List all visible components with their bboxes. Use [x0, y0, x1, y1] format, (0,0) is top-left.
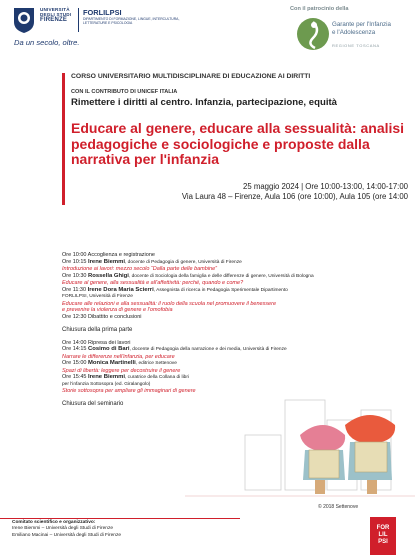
illustration-credit: © 2018 Settenove	[318, 504, 359, 510]
committee-block	[12, 520, 121, 539]
section-break: Chiusura della prima parte	[62, 326, 133, 333]
program-list	[62, 252, 402, 408]
garante-region: REGIONE TOSCANA	[332, 43, 380, 48]
event-place: Via Laura 48 – Firenze, Aula 106 (ore 10:00), Aula 105 (ore 14:00	[181, 192, 408, 201]
speaker-role: , curatrice della Collana di libri	[125, 375, 189, 380]
program-time: Ore 10:15	[62, 258, 87, 265]
program-row	[62, 273, 402, 281]
program-row	[62, 374, 402, 382]
speaker-name: Irene Biemmi	[88, 374, 125, 380]
program-row: Ore 10:00 Accoglienza e registrazione	[62, 252, 155, 258]
talk-title: Educare alle relazioni e alla sessualità: il ruolo della scuola nel promuovere il benessere	[62, 300, 277, 307]
program-time: Ore 14:15	[62, 346, 87, 352]
program-row: Ore 14:00 Ripresa dei lavori	[62, 339, 131, 346]
garante-name	[332, 21, 391, 37]
event-date: 25 maggio 2024 | Ore 10:00-13:00, 14:00-17:00	[242, 182, 408, 191]
talk-title: Educare al genere, alla sessualità e all'affettività: perché, quando e come?	[62, 280, 244, 286]
speaker-name: Irene Dora Maria Scierri	[87, 286, 154, 293]
footer-divider	[0, 518, 240, 519]
accent-bar	[62, 73, 65, 205]
sponsor-line: CON IL CONTRIBUTO DI UNICEF ITALIA	[71, 89, 178, 95]
program-row	[62, 287, 402, 295]
university-name-line: UNIVERSITÀ	[40, 7, 70, 12]
program-row	[62, 360, 402, 368]
logo-line: PSI	[378, 539, 388, 545]
talk-title: Spazi di libertà: leggere per decostruire il genere	[62, 367, 181, 374]
university-name-line: FIRENZE	[40, 16, 68, 23]
event-title: Educare al genere, educare alla sessualità: analisi pedagogiche e sociologiche e proposte dalla narrativa per l'infanzia	[71, 120, 405, 167]
speaker-name: Rossella Ghigi	[88, 272, 129, 279]
speaker-affiliation: FORLILPSI, Università di Firenze	[62, 294, 133, 299]
logo-line: LIL	[378, 532, 388, 538]
program-row	[62, 259, 402, 267]
speaker-name: Cosimo di Bari	[88, 346, 130, 352]
event-when-where	[88, 182, 408, 202]
garante-logo-icon	[296, 16, 330, 52]
speaker-role: , docente di Sociologia della famiglia e delle differenze di genere, Università di Bologna	[128, 273, 314, 279]
speaker-affiliation: per l'infanzia Sottosopra (ed. Giralangolo)	[62, 381, 151, 387]
speaker-role: , docente di Pedagogia della narrazione e dei media, Università di Firenze	[129, 347, 287, 352]
patronage-label: Con il patrocinio della	[290, 6, 349, 12]
talk-title: Narrare le differenze nell'infanzia, per educare	[62, 353, 175, 360]
committee-title: Comitato scientifico e organizzativo:	[12, 520, 96, 525]
speaker-name: Irene Biemmi	[88, 258, 125, 265]
header-divider	[78, 8, 79, 32]
talk-title: Introduzione ai lavori: mezzo secolo “Dalla parte delle bambine”	[62, 266, 217, 272]
program-time: Ore 15:45	[62, 374, 87, 380]
garante-name-line: Garante per l'Infanzia	[332, 21, 391, 28]
talk-title: e prevenire la violenza di genere e l'omofobia	[62, 307, 173, 313]
program-time: Ore 15:00	[62, 360, 87, 366]
department-name: FORLILPSI	[83, 8, 122, 17]
course-title: CORSO UNIVERSITARIO MULTIDISCIPLINARE DI EDUCAZIONE AI DIRITTI	[71, 73, 311, 80]
university-name	[40, 7, 71, 23]
university-seal-icon	[12, 6, 36, 34]
program-time: Ore 11:30	[62, 286, 87, 293]
event-subtitle: Rimettere i diritti al centro. Infanzia, partecipazione, equità	[71, 97, 338, 108]
university-name-line: DEGLI STUDI	[40, 12, 72, 18]
program-row: Ore 12:30 Dibattito e conclusioni	[62, 313, 142, 320]
university-slogan: Da un secolo, oltre.	[14, 38, 80, 47]
section-break: Chiusura del seminario	[62, 401, 124, 407]
speaker-name: Monica Martinelli	[88, 360, 136, 366]
committee-member: Irene Biemmi – Università degli Studi di Firenze	[12, 526, 114, 532]
forlilpsi-logo	[370, 517, 396, 555]
speaker-role: , editrice Settenove	[135, 361, 177, 366]
program-time: Ore 10:30	[62, 272, 87, 279]
garante-name-line: e l'Adolescenza	[332, 29, 376, 36]
logo-line: FOR	[376, 525, 390, 531]
speaker-role: , docente di Pedagogia di genere, Università di Firenze	[125, 259, 242, 265]
speaker-role: , Assegnista di ricerca in Pedagogia Sperimentale Dipartimento	[153, 287, 288, 293]
department-subtitle: DIPARTIMENTO DI FORMAZIONE, LINGUE, INTERCULTURA, LETTERATURE E PSICOLOGIA	[83, 17, 180, 25]
program-row	[62, 346, 402, 354]
talk-title: Storie sottosopra per ampliare gli immaginari di genere	[62, 388, 196, 394]
committee-member: Emiliano Macinai – Università degli Studi di Firenze	[12, 532, 122, 538]
